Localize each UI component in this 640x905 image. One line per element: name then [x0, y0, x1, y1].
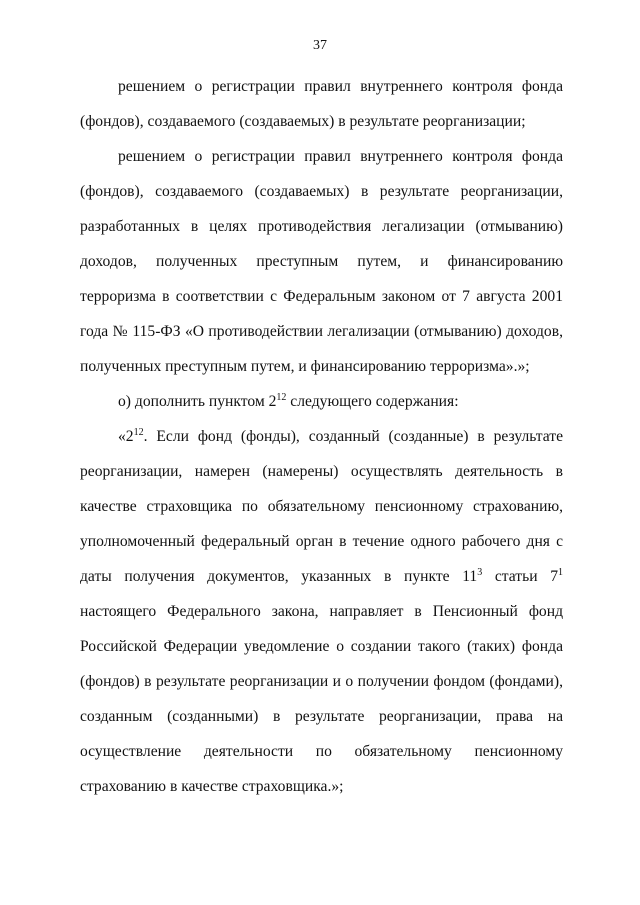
paragraph-amendment-o [80, 384, 563, 419]
paragraph-text-part: статьи 7 [482, 568, 559, 585]
paragraph-text-part: «2 [118, 428, 134, 445]
paragraph-text: решением о регистрации правил внутреннего контроля фонда (фондов), создаваемого (создаваемых) в результате реорганизации, разработанных в целях противодействия легализации (отмыванию) доходов, полученных преступным путем, и финансированию терроризма в соответствии с Федеральным законом от 7 августа 2001 года № 115-ФЗ «О противодействии легализации (отмыванию) доходов, полученных преступным путем, и финансированию терроризма».»; [80, 148, 563, 375]
paragraph-text-part: . Если фонд (фонды), созданный (созданные) в результате реорганизации, намерен (намерены) осуществлять деятельность в качестве страховщика по обязательному пенсионному страхованию, уполномоченный федеральный орган в течение одного рабочего дня с даты получения документов, указанных в пункте 11 [80, 428, 563, 585]
paragraph-text-part: о) дополнить пунктом 2 [118, 393, 277, 410]
superscript: 12 [133, 427, 144, 438]
superscript: 1 [558, 567, 564, 578]
paragraph-registration-internal-control [80, 69, 563, 139]
paragraph-text-part: следующего содержания: [286, 393, 459, 410]
superscript: 3 [477, 567, 483, 578]
paragraph-text: решением о регистрации правил внутреннего контроля фонда (фондов), создаваемого (создаваемых) в результате реорганизации; [80, 78, 563, 130]
paragraph-text-part: настоящего Федерального закона, направляет в Пенсионный фонд Российской Федерации уведомление о создании такого (таких) фонда (фондов) в результате реорганизации и о получении фондом (фондами), созданным (созданными) в результате реорганизации, права на осуществление деятельности по обязательному пенсионному страхованию в качестве страховщика.»; [80, 603, 563, 795]
document-body [80, 69, 563, 804]
paragraph-clause-2-12 [80, 419, 563, 804]
paragraph-registration-aml-rules [80, 139, 563, 384]
page-number: 37 [313, 38, 327, 53]
superscript: 12 [276, 392, 287, 403]
